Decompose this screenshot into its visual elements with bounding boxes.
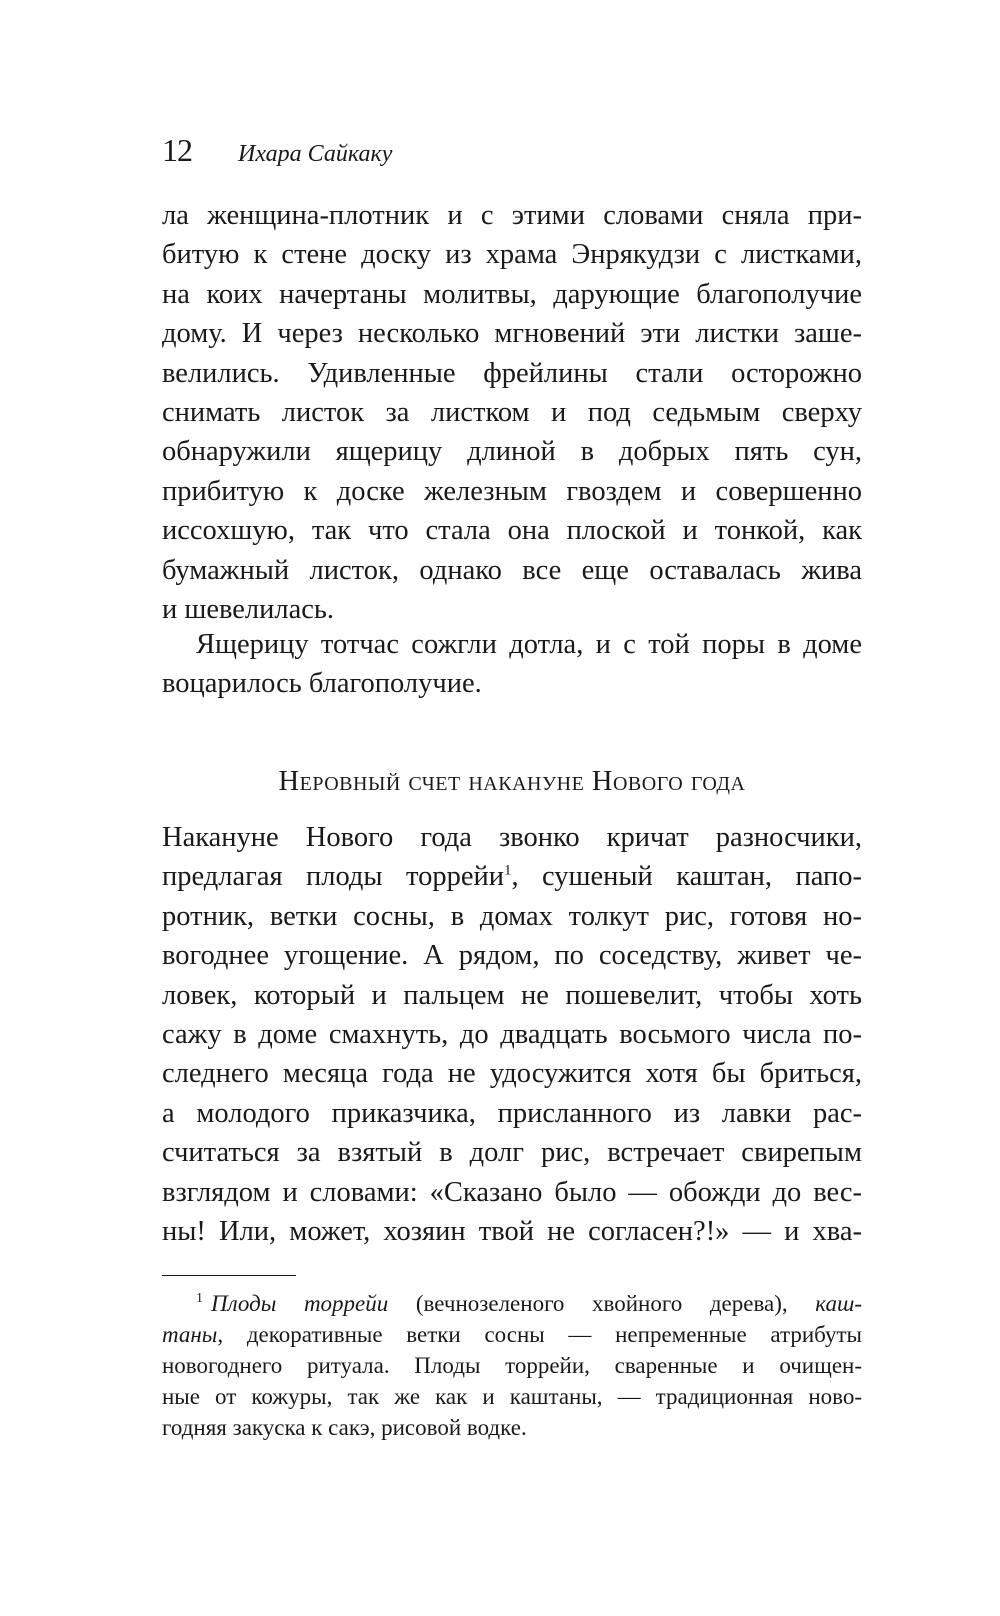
footnote-line: новогоднего ритуала. Плоды торрейи, сваренные и очищен-: [162, 1353, 862, 1378]
text-line: ны! Или, может, хозяин твой не согласен?!» — и хва-: [162, 1215, 862, 1247]
text-line: сажу в доме смахнуть, до двадцать восьмого числа по-: [162, 1018, 862, 1050]
text-line: считаться за взятый в долг рис, встречает свирепым: [162, 1137, 862, 1169]
footnote: [162, 1288, 862, 1443]
text-line: бумажный листок, однако все еще оставалась жива: [162, 554, 862, 586]
text-line: следнего месяца года не удосужится хотя бы бриться,: [162, 1058, 862, 1090]
text-line: Накануне Нового года звонко кричат разносчики,: [162, 822, 862, 853]
text-segment: , сушеный каштан, папо-: [511, 861, 862, 893]
footnote-reference: 1: [503, 862, 512, 879]
footnote-text: (вечнозеленого хвойного дерева),: [388, 1291, 816, 1316]
footnote-term: Плоды торрейи: [211, 1291, 389, 1316]
text-line: дому. И через несколько мгновений эти листки заше-: [162, 318, 862, 350]
footnote-separator: [162, 1275, 296, 1276]
section-heading: Неровный счет накануне Нового года: [278, 766, 746, 797]
text-line: снимать листок за листком и под седьмым сверху: [162, 396, 862, 428]
text-line: иссохшую, так что стала она плоской и тонкой, как: [162, 515, 862, 547]
running-header: [162, 132, 392, 169]
text-line: Ящерицу тотчас сожгли дотла, и с той поры в доме: [196, 629, 862, 660]
text-line: а молодого приказчика, присланного из лавки рас-: [162, 1097, 862, 1129]
text-line: ловек, который и пальцем не пошевелит, чтобы хоть: [162, 979, 862, 1011]
text-line: обнаружили ящерицу длиной в добрых пять сун,: [162, 436, 862, 468]
footnote-term: таны: [162, 1322, 218, 1347]
text-line: и шевелилась.: [162, 593, 335, 625]
running-title: Ихара Сайкаку: [238, 141, 393, 167]
footnote-line: [162, 1288, 862, 1319]
text-line: прибитую к доске железным гвоздем и совершенно: [162, 475, 862, 507]
text-line: на коих начертаны молитвы, дарующие благополучие: [162, 278, 862, 310]
footnote-text: , декоративные ветки сосны — непременные атрибуты: [217, 1322, 862, 1347]
text-line: ротник, ветки сосны, в домах толкут рис, готовя но-: [162, 900, 862, 932]
footnote-line: ные от кожуры, так же как и каштаны, — традиционная ново-: [162, 1384, 862, 1409]
paragraph-3: [162, 818, 862, 1251]
paragraph-1: [162, 196, 862, 629]
page-number: 12: [162, 132, 192, 168]
text-line: взглядом и словами: «Сказано было — обожди до вес-: [162, 1176, 862, 1208]
footnote-line: [162, 1319, 862, 1350]
footnote-line: годняя закуска к сакэ, рисовой водке.: [162, 1415, 527, 1440]
text-line: битую к стене доску из храма Энрякудзи с листками,: [162, 239, 862, 271]
text-segment: предлагая плоды торрейи: [162, 861, 504, 893]
text-line-with-footnote-ref: [162, 857, 862, 896]
text-line: велились. Удивленные фрейлины стали осторожно: [162, 357, 862, 389]
text-line: ла женщина-плотник и с этими словами сняла при-: [162, 200, 862, 231]
footnote-term: каш-: [815, 1291, 862, 1316]
paragraph-2: [162, 625, 862, 704]
text-line: вогоднее угощение. А рядом, по соседству, живет че-: [162, 940, 862, 972]
text-line: воцарилось благополучие.: [162, 668, 482, 700]
footnote-marker: 1: [196, 1291, 203, 1307]
